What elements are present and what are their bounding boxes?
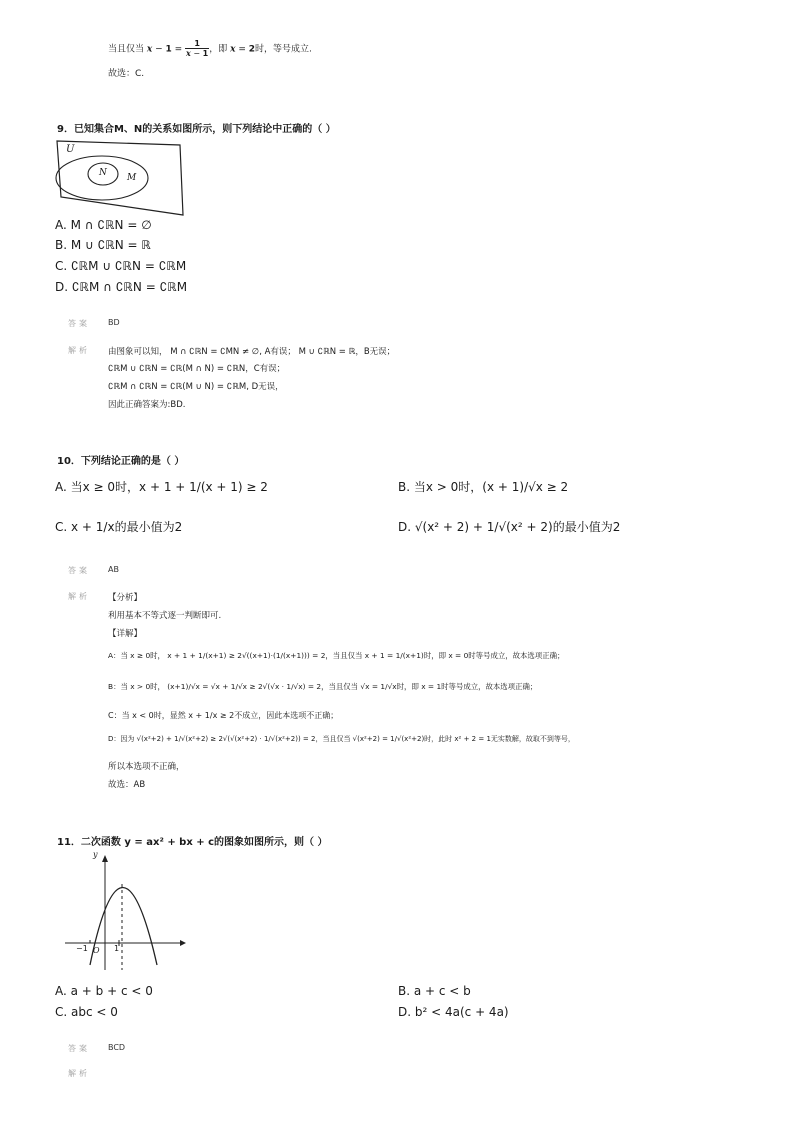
q9-analysis-line-4: 因此正确答案为:BD. [108,400,186,410]
q11-option-a[interactable]: A. a + b + c < 0 [55,984,153,998]
q10-option-d[interactable]: D. √(x² + 2) + 1/√(x² + 2)的最小值为2 [398,520,621,534]
q11-option-d[interactable]: D. b² < 4a(c + 4a) [398,1005,509,1019]
q9-analysis-line-1: 由图象可以知， M ∩ ∁ℝN = ∁MN ≠ ∅, A有误； M ∪ ∁ℝN = ℝ，B无误； [108,347,396,357]
venn-label-n: N [99,168,107,178]
q11-answer-value: BCD [108,1043,126,1052]
venn-label-u: U [66,144,75,155]
q10-option-b[interactable]: B. 当x > 0时，(x + 1)/√x ≥ 2 [398,480,569,494]
graph-label-neg1: −1 [76,944,88,953]
venn-diagram [55,137,185,217]
q9-answer-value: BD [108,318,120,327]
q10-analysis-d: D：因为 √(x²+2) + 1/√(x²+2) ≥ 2√(√(x²+2) · 1/√(x²+2)) = 2，当且仅当 √(x²+2) = 1/√(x²+2)时，此时 x² + 2 = 1无实数解，故取不到等号， [108,735,575,743]
q9-option-b[interactable]: B. M ∪ ∁ℝN = ℝ [55,238,151,252]
q9-option-d[interactable]: D. ∁ℝM ∩ ∁ℝN = ∁ℝM [55,280,188,294]
q10-analysis-d-cont: 所以本选项不正确， [108,762,185,772]
parabola-graph [60,850,190,975]
q10-analysis-a: A：当 x ≥ 0时， x + 1 + 1/(x+1) ≥ 2√((x+1)·(1/(x+1))) = 2，当且仅当 x + 1 = 1/(x+1)时，即 x = 0时等号成立，故本选项正确； [108,651,565,660]
graph-label-origin: O [93,946,100,955]
q11-analysis-label: 解析 [68,1069,90,1078]
q10-analysis-label: 解析 [68,592,90,601]
graph-label-y: y [93,850,98,859]
q9-analysis-label: 解析 [68,346,90,355]
q9-option-a[interactable]: A. M ∩ ∁ℝN = ∅ [55,218,152,232]
q10-option-c[interactable]: C. x + 1/x的最小值为2 [55,520,183,534]
q10-answer-label: 答案 [68,566,90,575]
prev-solution-line: 当且仅当 x − 1 = $\frac{1}{x - 1}$ ，即 x = 2时，等号成立. [108,39,312,58]
question-10-stem: 10．下列结论正确的是（ ） [57,456,185,467]
question-9-stem: 9．已知集合M、N的关系如图所示，则下列结论中正确的（ ） [57,124,336,135]
q10-analysis-c: C：当 x < 0时，显然 x + 1/x ≥ 2不成立，因此本选项不正确； [108,711,339,720]
q10-option-a[interactable]: A. 当x ≥ 0时，x + 1 + 1/(x + 1) ≥ 2 [55,480,268,494]
graph-label-1: 1 [114,944,120,953]
q10-analysis-choice: 故选：AB [108,780,146,790]
q9-option-c[interactable]: C. ∁ℝM ∪ ∁ℝN = ∁ℝM [55,259,187,273]
q10-analysis-b: B：当 x > 0时， (x+1)/√x = √x + 1/√x ≥ 2√(√x · 1/√x) = 2，当且仅当 √x = 1/√x时，即 x = 1时等号成立，故本选项正确； [108,682,538,691]
q9-answer-label: 答案 [68,319,90,328]
q9-analysis-line-2: ∁ℝM ∪ ∁ℝN = ∁ℝ(M ∩ N) = ∁ℝN，C有误； [108,364,286,374]
q10-analysis-summary: 利用基本不等式逐一判断即可. [108,611,222,621]
q10-analysis-tag-detail: 【详解】 [108,629,143,639]
question-11-stem: 11．二次函数 y = ax² + bx + c的图象如图所示，则（ ） [57,837,328,848]
q10-answer-value: AB [108,565,119,574]
q11-answer-label: 答案 [68,1044,90,1053]
venn-label-m: M [127,173,137,183]
q11-option-c[interactable]: C. abc < 0 [55,1005,118,1019]
prev-solution-choice: 故选：C. [108,69,145,79]
q11-option-b[interactable]: B. a + c < b [398,984,471,998]
q10-analysis-tag-analysis: 【分析】 [108,593,143,603]
q9-analysis-line-3: ∁ℝM ∩ ∁ℝN = ∁ℝ(M ∪ N) = ∁ℝM, D无误， [108,382,284,392]
